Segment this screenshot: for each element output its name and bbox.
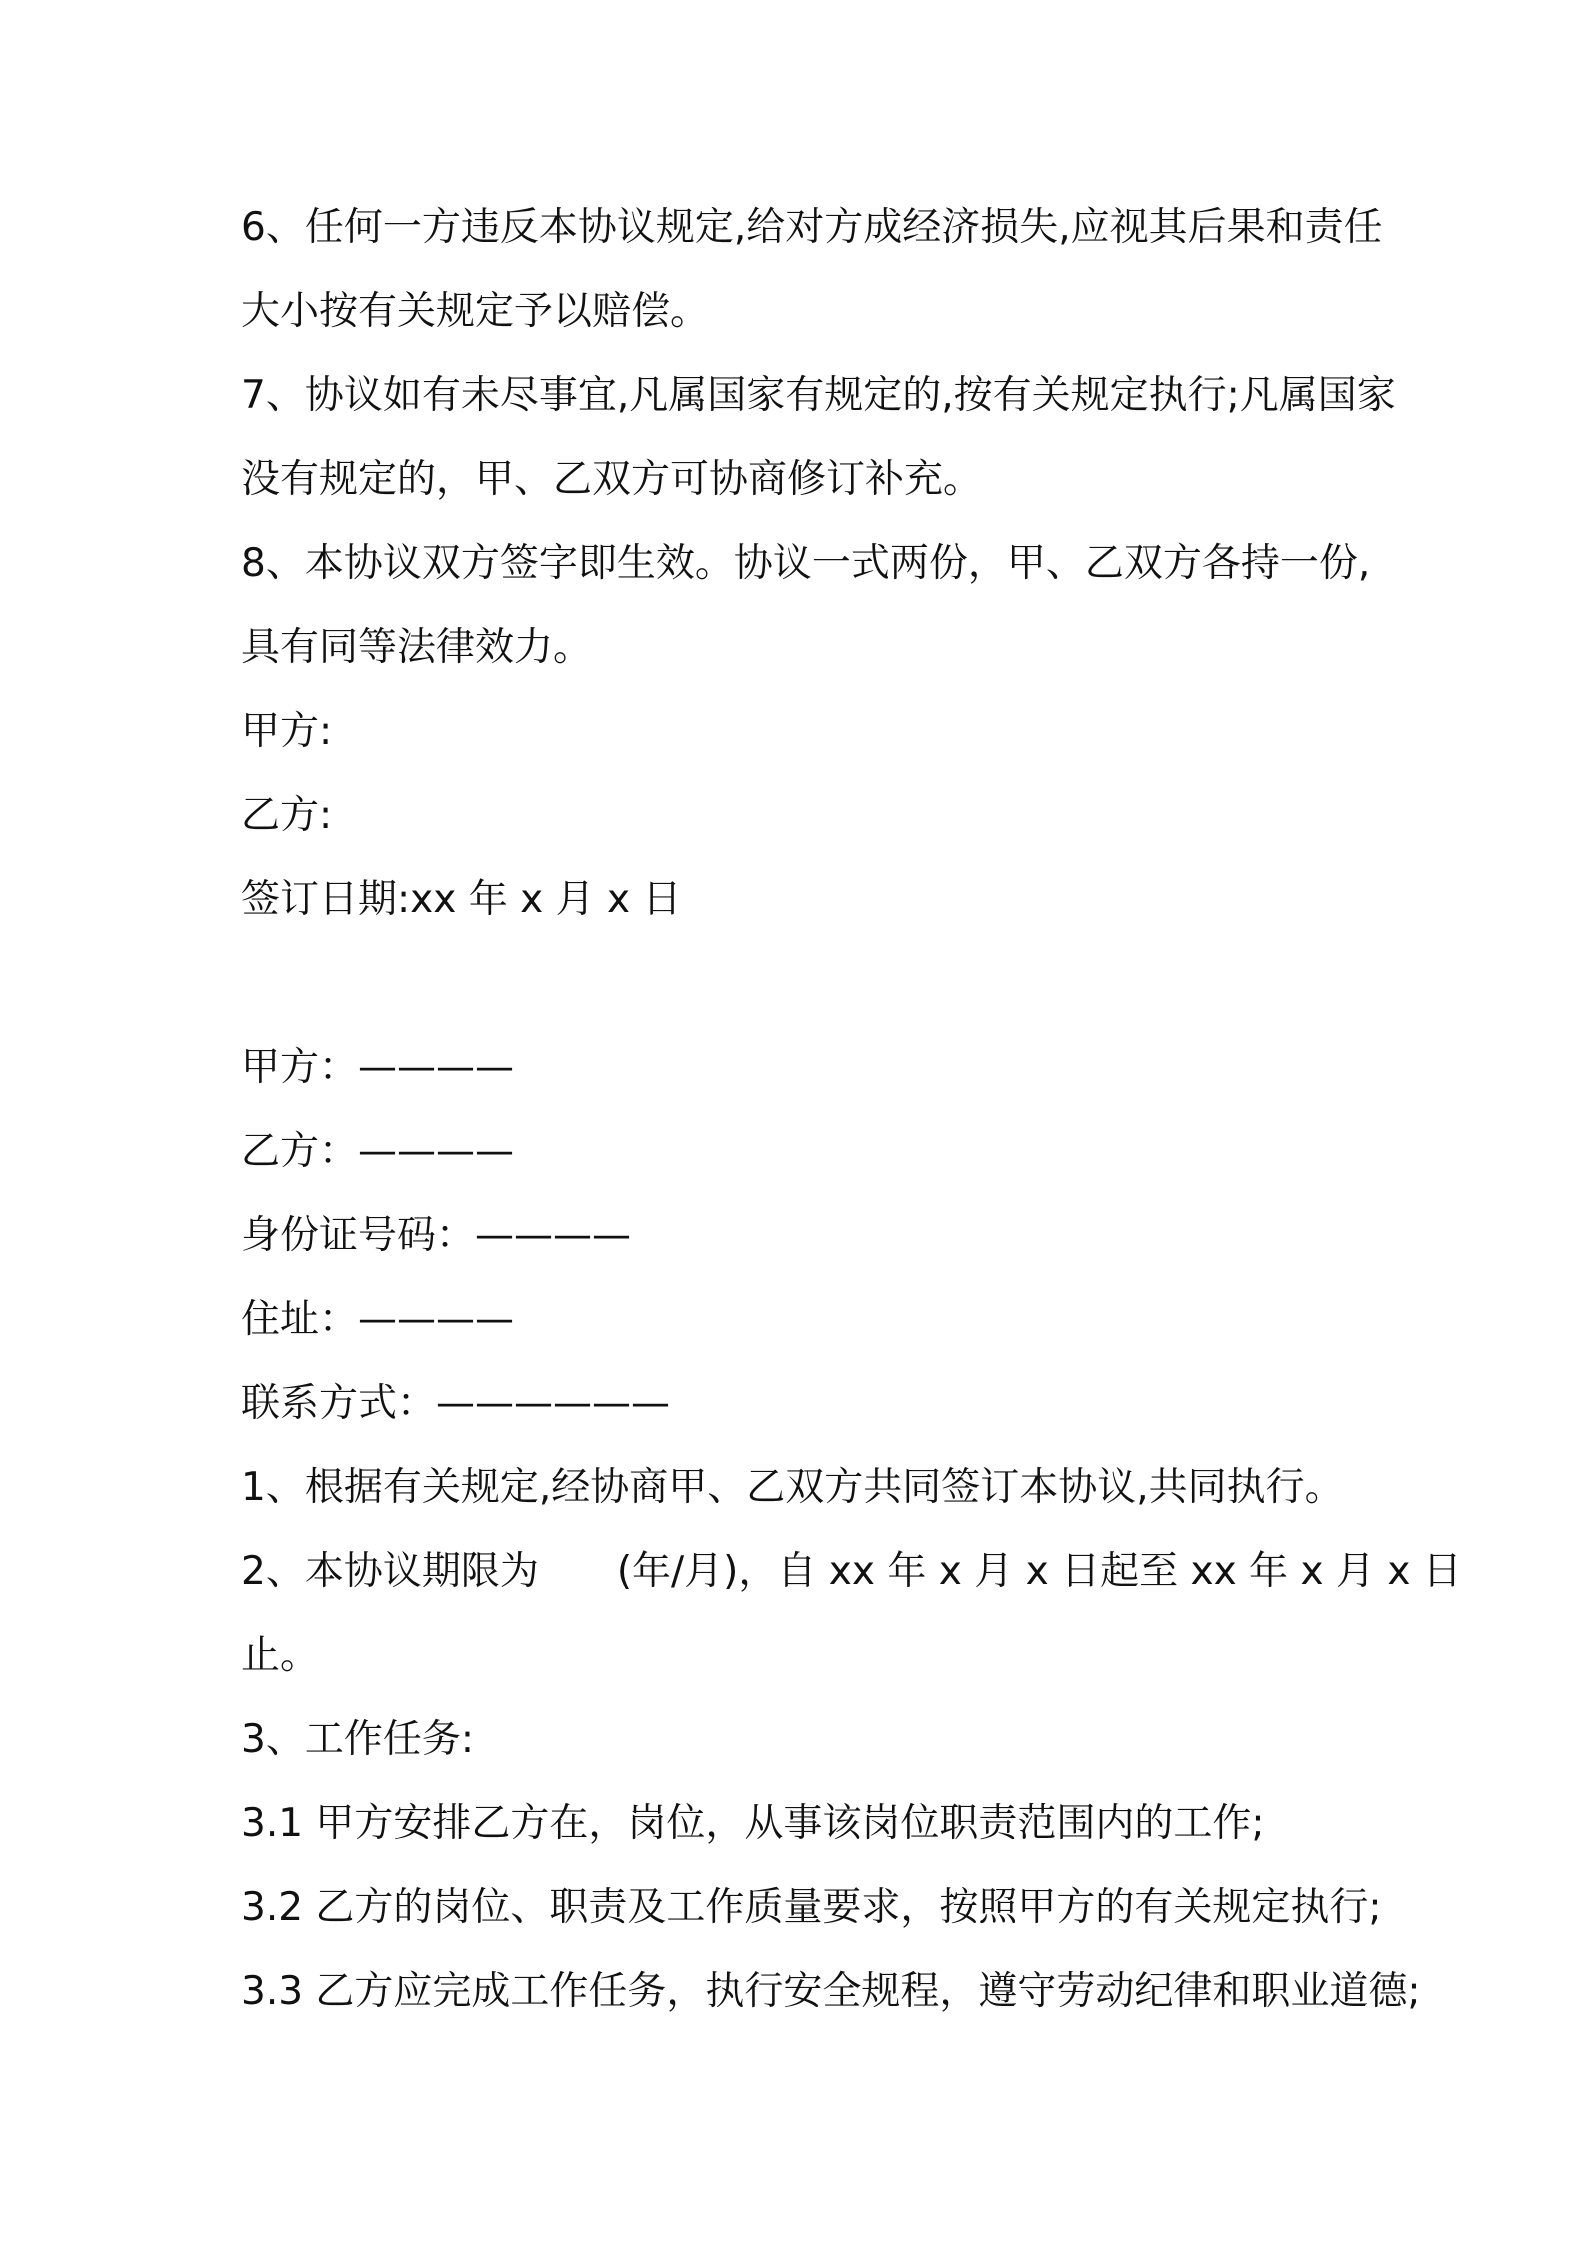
contact-field: 联系方式：—————— (241, 1381, 671, 1426)
clause-3-2: 3.2 乙方的岗位、职责及工作质量要求，按照甲方的有关规定执行; (241, 1885, 1382, 1930)
clause-8-line-2: 具有同等法律效力。 (241, 625, 593, 670)
clause-7-line-1: 7、协议如有未尽事宜,凡属国家有规定的,按有关规定执行;凡属国家 (241, 373, 1396, 418)
clause-6-line-2: 大小按有关规定予以赔偿。 (241, 289, 710, 334)
clause-8-line-1: 8、本协议双方签字即生效。协议一式两份，甲、乙双方各持一份, (241, 541, 1371, 586)
address-field: 住址：———— (241, 1297, 515, 1342)
clause-2-line-1 (241, 1544, 1462, 1600)
signing-date: 签订日期:xx 年 x 月 x 日 (241, 877, 682, 922)
clause-3-3: 3.3 乙方应完成工作任务，执行安全规程，遵守劳动纪律和职业道德; (241, 1969, 1421, 2014)
clause-3-1: 3.1 甲方安排乙方在，岗位，从事该岗位职责范围内的工作; (241, 1801, 1265, 1846)
clause-6-line-1: 6、任何一方违反本协议规定,给对方成经济损失,应视其后果和责任 (241, 205, 1383, 250)
clause-7-line-2: 没有规定的，甲、乙双方可协商修订补充。 (241, 457, 983, 502)
clause-2-line-2: 止。 (241, 1633, 320, 1678)
clause-2-term-label: 2、本协议期限为 (241, 1549, 539, 1594)
clause-3-heading: 3、工作任务: (241, 1717, 474, 1762)
clause-1-line-1: 1、根据有关规定,经协商甲、乙双方共同签订本协议,共同执行。 (241, 1465, 1344, 1510)
party-b-field: 乙方：———— (241, 1129, 515, 1174)
party-a-label: 甲方: (241, 709, 333, 754)
id-number-field: 身份证号码：———— (241, 1213, 632, 1258)
clause-2-term-period: (年/月)，自 xx 年 x 月 x 日起至 xx 年 x 月 x 日 (616, 1549, 1462, 1594)
party-a-field: 甲方：———— (241, 1045, 515, 1090)
party-b-label: 乙方: (241, 793, 333, 838)
